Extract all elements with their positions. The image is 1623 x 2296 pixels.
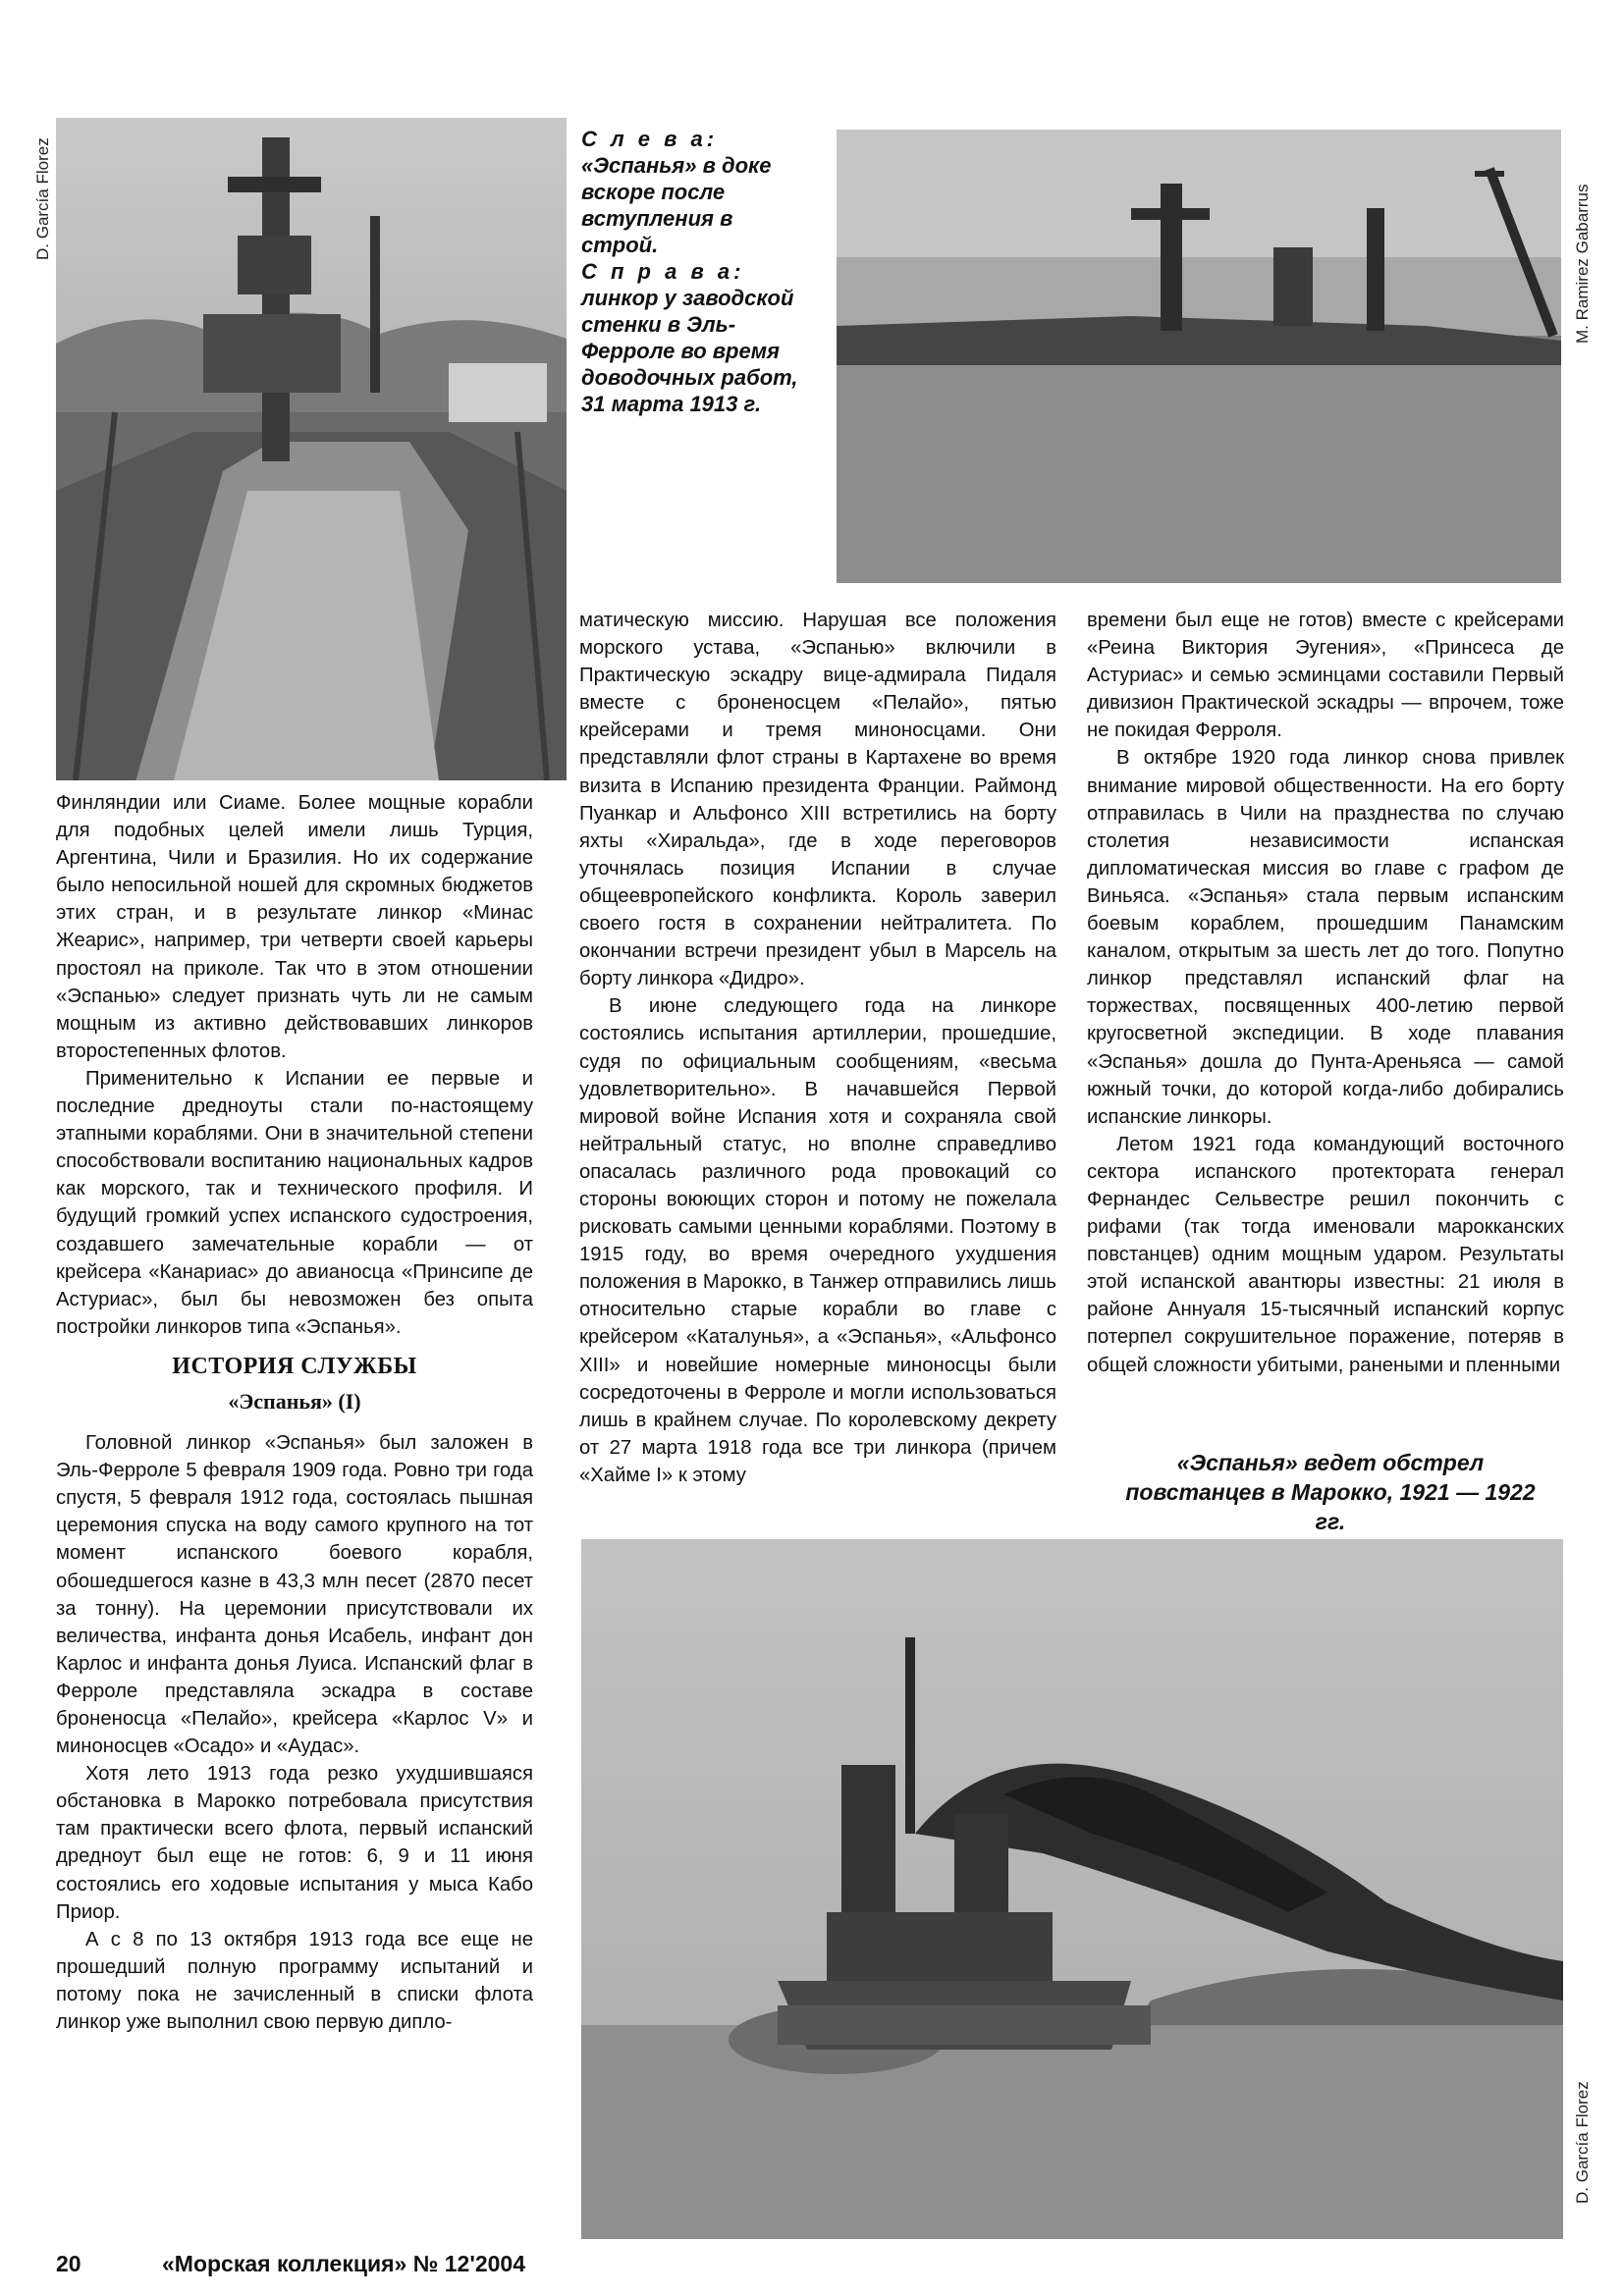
col1-paragraph-4: Хотя лето 1913 года резко ухудшившаяся обстановка в Марокко потребовала присутствия там практически всего флота, первый испанский дредноут был еще не готов: 6, 9 и 11 июня состоялись его ходовые испытания у мыса Кабо Приор. bbox=[56, 1763, 533, 1923]
battleship-in-dry-dock-photo bbox=[56, 118, 567, 780]
col1-paragraph-1: Финляндии или Сиаме. Более мощные корабли для подобных целей имели лишь Турция, Аргентина, Чили и Бразилия. Но их содержание было непосильной ношей для скромных бюджетов этих стран, и в результате линкор «Минас Жеарис», например, три четверти своей карьеры простоял на приколе. Так что в этом отношении «Эспанью» следует признать чуть ли не самым мощным из активно действовавших линкоров второстепенных флотов. bbox=[56, 792, 533, 1062]
caption-left-label: С л е в а: bbox=[581, 127, 719, 151]
caption-right-label: С п р а в а: bbox=[581, 259, 745, 284]
col3-paragraph-1: времени был еще не готов) вместе с крейсерами «Реина Виктория Эугения», «Принсеса де Астуриас» и семью эсминцами составили Первый дивизион Практической эскадры — впрочем, тоже не покидая Ферроля. bbox=[1087, 610, 1564, 742]
col2-paragraph-1: матическую миссию. Нарушая все положения морского устава, «Эспанью» включили в Практическую эскадру вице-адмирала Пидаля вместе с броненосцем «Пелайо», пятью крейсерами и тремя миноносцами. Они представляли флот страны в Картахене во время визита в Испанию президента Франции. Раймонд Пуанкар и Альфонсо XIII встретились на борту яхты «Хиральда», где в ходе переговоров уточнялась позиция Испании в случае общеевропейского конфликта. Король заверил своего гостя в сохранении нейтралитета. По окончании встречи президент убыл в Марсель на борту линкора «Дидро». bbox=[579, 610, 1056, 990]
page-number: 20 bbox=[56, 2251, 81, 2276]
col1-paragraph-5: А с 8 по 13 октября 1913 года все еще не прошедший полную программу испытаний и потому пока не зачисленный в списки флота линкор уже выполнил свою первую дипло- bbox=[56, 1928, 533, 2034]
text-column-2 bbox=[579, 607, 1056, 1489]
battleship-at-fitting-out-quay-photo bbox=[837, 130, 1561, 583]
photo-credit-top-right: M. Ramirez Gabarrus bbox=[1573, 184, 1592, 344]
caption-bottom bbox=[1119, 1448, 1542, 1536]
col3-paragraph-2: В октябре 1920 года линкор снова привлек внимание мировой общественности. На его борту отправилась в Чили на празднества по случаю столетия независимости испанская дипломатическая миссия во главе с графом де Виньяса. «Эспанья» стала первым испанским боевым кораблем, прошедшим Панамским каналом, открытым за шесть лет до того. Попутно линкор представлял испанский флаг на торжествах, посвященных 400-летию первой кругосветной экспедиции. В ходе плавания «Эспанья» дошла до Пунта-Ареньяса — самой южный точки, до которой когда-либо добирались испанские линкоры. bbox=[1087, 747, 1564, 1128]
caption-right-text: линкор у заводской стенки в Эль-Ферроле во время доводочных работ, 31 марта 1913 г. bbox=[581, 286, 798, 416]
photo-credit-bottom: D. García Florez bbox=[1573, 2081, 1592, 2204]
col1-paragraph-2: Применительно к Испании ее первые и последние дредноуты стали по-настоящему этапными кораблями. Они в значительной степени способствовали воспитанию национальных кадров как морского, так и технического профиля. И будущий громкий успех испанского судостроения, создавшего замечательные корабли — от крейсера «Канариас» до авианосца «Принсипе де Астуриас», был бы невозможен без опыта постройки линкоров типа «Эспанья». bbox=[56, 1067, 533, 1338]
text-column-1 bbox=[56, 789, 533, 2036]
magazine-title: «Морская коллекция» № 12'2004 bbox=[162, 2251, 525, 2276]
caption-top bbox=[581, 126, 807, 417]
col3-paragraph-3: Летом 1921 года командующий восточного сектора испанского протектората генерал Фернандес Сельвестре решил покончить с рифами (так тогда именовали марокканских повстанцев) одним мощным ударом. Результаты этой испанской авантюры известны: 21 июля в районе Аннуаля 15-тысячный испанский корпус потерпел сокрушительное поражение, потеряв в общей сложности убитыми, ранеными и пленными bbox=[1087, 1133, 1564, 1376]
photo-credit-top-left: D. García Florez bbox=[33, 137, 52, 260]
col2-paragraph-2: В июне следующего года на линкоре состоялись испытания артиллерии, прошедшие, судя по официальным сообщениям, «весьма удовлетворительно». В начавшейся Первой мировой войне Испания хотя и сохраняла свой нейтральный статус, но вполне справедливо опасалась различного рода провокаций со стороны воюющих сторон и потому не пожелала рисковать самыми ценными кораблями. Поэтому в 1915 году, во время очередного ухудшения положения в Марокко, в Танжер отправились лишь относительно старые корабли во главе с крейсером «Каталунья», а «Эспанья», «Альфонсо XIII» и новейшие номерные миноносцы были сосредоточены в Ферроле и могли использоваться лишь в крайнем случае. По королевскому декрету от 27 марта 1918 года все три линкора (причем «Хайме I» к этому bbox=[579, 995, 1056, 1486]
col1-paragraph-3: Головной линкор «Эспанья» был заложен в Эль-Ферроле 5 февраля 1909 года. Ровно три года спустя, 5 февраля 1912 года, состоялась пышная церемония спуска на воду самого крупного на тот момент испанского боевого корабля, обошедшегося казне в 43,3 млн песет (2870 песет за тонну). На церемонии присутствовали их величества, инфанта донья Исабель, инфант дон Карлос и инфанта донья Луиса. Испанский флаг в Ферроле представляла эскадра в составе броненосца «Пелайо», крейсера «Карлос V» и миноносцев «Осадо» и «Аудас». bbox=[56, 1432, 533, 1758]
caption-bottom-text: «Эспанья» ведет обстрел повстанцев в Марокко, 1921 — 1922 гг. bbox=[1125, 1450, 1536, 1534]
section-subheading: «Эспанья» (I) bbox=[228, 1388, 361, 1414]
caption-left-text: «Эспанья» в доке вскоре после вступления в строй. bbox=[581, 153, 772, 257]
section-heading: ИСТОРИЯ СЛУЖБЫ bbox=[172, 1353, 417, 1379]
text-column-3 bbox=[1087, 607, 1564, 1379]
battleship-firing-at-sea-photo bbox=[581, 1539, 1563, 2239]
